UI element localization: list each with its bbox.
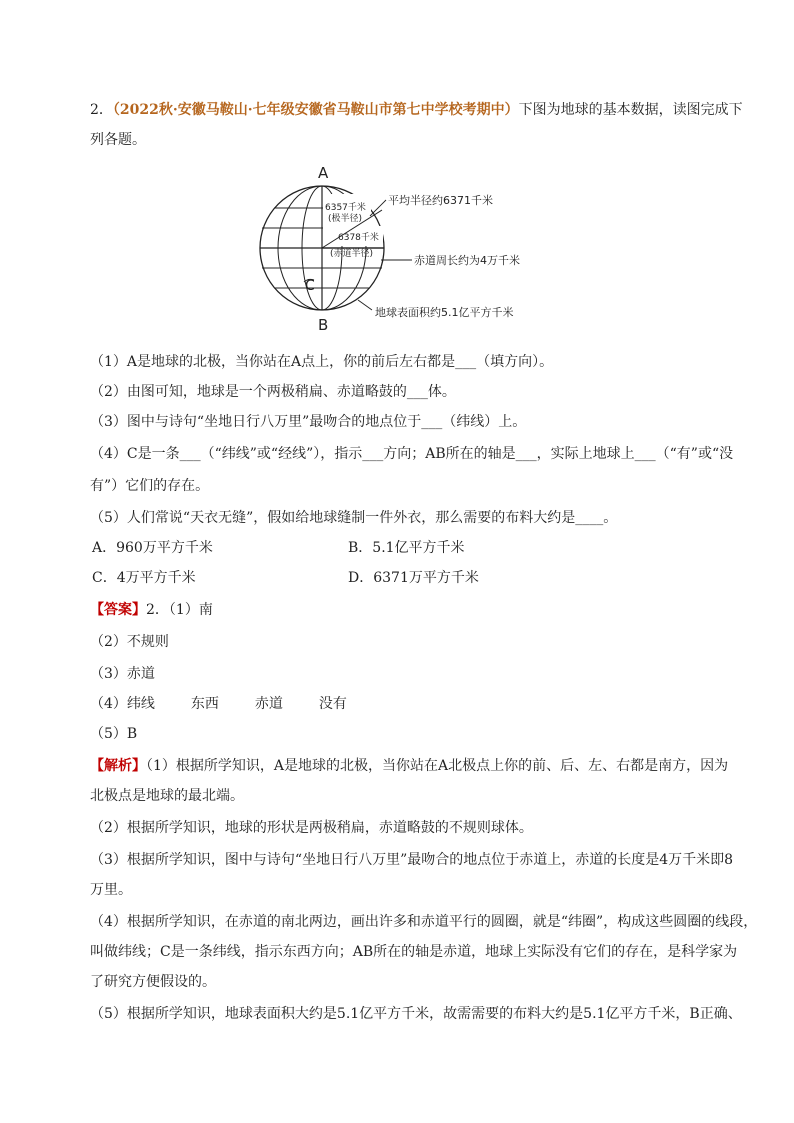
option-c: C．4万平方千米	[92, 570, 196, 586]
equator-length-label: 赤道周长约为4万千米	[414, 254, 520, 267]
subquestion-1: （1）A是地球的北极，当你站在A点上，你的前后左右都是___（填方向）。	[90, 354, 554, 370]
question-source: （2022秋·安徽马鞍山·七年级安徽省马鞍山市第七中学校考期中）	[112, 102, 519, 118]
analysis-line-8: 了研究方便假设的。	[90, 974, 216, 990]
analysis-line-9: （5）根据所学知识，地球表面积大约是5.1亿平方千米，故需需要的布料大约是5.1亿平方千米，B正确、	[90, 1006, 742, 1022]
analysis-line-1: 【解析】（1）根据所学知识，A是地球的北极，当你站在A北极点上你的前、后、左、右都是南方，因为	[90, 758, 729, 774]
analysis-line-2: 北极点是地球的最北端。	[90, 788, 244, 804]
answer-1: 2．（1）南	[146, 602, 213, 618]
polar-radius-note: (极半径)	[328, 214, 363, 224]
analysis-line-6: （4）根据所学知识，在赤道的南北两边，画出许多和赤道平行的圆圈，就是“纬圈”，构成这些圆圈的线段，	[90, 914, 758, 930]
answer-2: （2）不规则	[90, 634, 169, 650]
answer-5: （5）B	[90, 726, 138, 742]
equator-radius-note: (赤道半径)	[330, 249, 374, 259]
question-stem-line2: 列各题。	[90, 132, 146, 148]
surface-pointer	[358, 300, 372, 310]
analysis-line-5: 万里。	[90, 882, 132, 898]
analysis-line-7: 叫做纬线；C是一条纬线，指示东西方向；AB所在的轴是赤道，地球上实际没有它们的存在，是科学家为	[90, 944, 738, 960]
label-a: A	[318, 164, 329, 182]
analysis-line-4: （3）根据所学知识，图中与诗句“坐地日行八万里”最吻合的地点位于赤道上，赤道的长度是4万千米即8	[90, 852, 734, 868]
answer-4-item: 赤道	[254, 696, 283, 712]
option-b: B．5.1亿平方千米	[348, 540, 465, 556]
subquestion-5: （5）人们常说“天衣无缝”，假如给地球缝制一件外衣，那么需要的布料大约是____。	[90, 510, 618, 526]
answer-4-item: 东西	[190, 696, 219, 712]
surface-area-label: 地球表面积约5.1亿平方千米	[375, 306, 514, 319]
subquestion-4: （4）C是一条___（“纬线”或“经线”），指示___方向；AB所在的轴是___，实际上地球上___（“有”或“没	[90, 446, 734, 462]
question-stem: 下图为地球的基本数据，读图完成下	[518, 102, 743, 118]
polar-radius-value: 6357千米	[325, 203, 366, 213]
answer-3: （3）赤道	[90, 666, 155, 682]
question-number: 2．	[90, 102, 113, 118]
option-d: D．6371万平方千米	[348, 570, 479, 586]
label-b: B	[318, 316, 329, 334]
answer-tag: 【答案】	[90, 602, 146, 618]
analysis-line-3: （2）根据所学知识，地球的形状是两极稍扁，赤道略鼓的不规则球体。	[90, 820, 533, 836]
equator-radius-value: 6378千米	[338, 233, 379, 243]
label-c: C	[305, 278, 315, 294]
subquestion-4-cont: 有”）它们的存在。	[90, 478, 210, 494]
answer-4-item: 纬线	[126, 696, 155, 712]
mean-radius-label: 平均半径约6371千米	[388, 194, 493, 207]
answer-4-item: 没有	[318, 696, 347, 712]
question-stem-line1	[90, 100, 743, 120]
earth-diagram	[252, 160, 552, 335]
option-a: A．960万平方千米	[92, 540, 213, 556]
subquestion-3: （3）图中与诗句“坐地日行八万里”最吻合的地点位于___（纬线）上。	[90, 414, 527, 430]
subquestion-2: （2）由图可知，地球是一个两极稍扁、赤道略鼓的___体。	[90, 384, 456, 400]
answer-4: （4）纬线 东西 赤道 没有	[90, 694, 383, 714]
mean-radius-pointer	[370, 200, 386, 216]
answer-head	[90, 600, 213, 620]
analysis-tag: 【解析】	[90, 758, 146, 774]
